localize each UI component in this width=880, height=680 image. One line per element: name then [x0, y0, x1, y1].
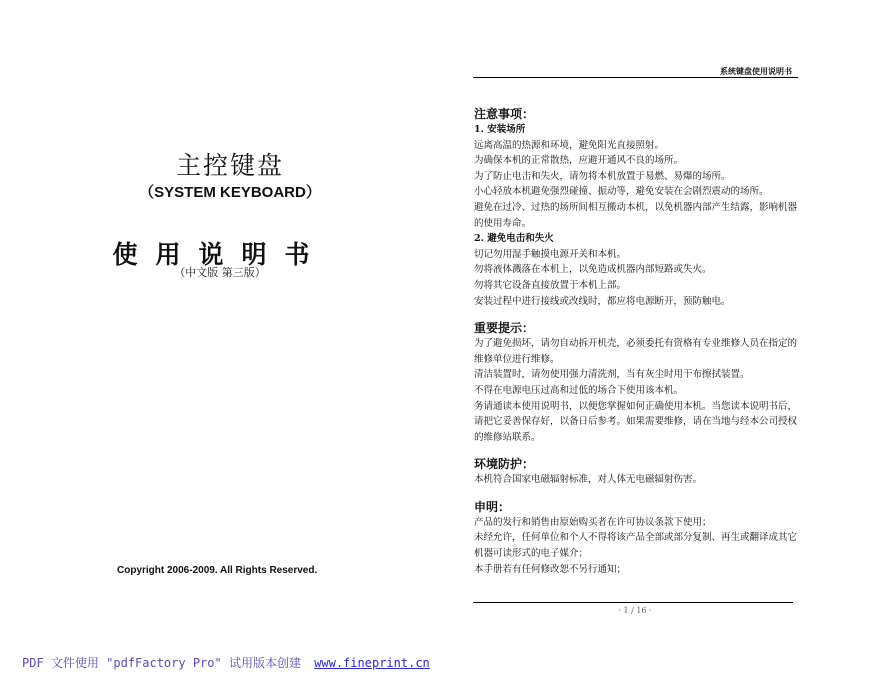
page-number: · 1 / 16 · [618, 606, 652, 615]
watermark-text: PDF 文件使用 "pdfFactory Pro" 试用版本创建 [22, 656, 301, 670]
list-item: 勿将液体溅落在本机上，以免造成机器内部短路或失火。 [474, 264, 712, 276]
list-item: 为了避免损坏，请勿自动拆开机壳，必须委托有资格有专业维修人员在指定的维修单位进行维修。 [474, 338, 798, 365]
list-item: 清洁装置时，请勿使用强力清洗剂，当有灰尘时用干布擦拭装置。 [474, 369, 750, 381]
list-item: 小心轻放本机避免强烈碰撞、振动等，避免安装在会剧烈震动的场所。 [474, 186, 769, 198]
list-item: 切记勿用湿手触摸电源开关和本机。 [474, 248, 627, 260]
page-header: 系统键盘使用说明书 [720, 66, 792, 76]
manual-title: 使用说明书 [112, 240, 328, 269]
list-item: 为了防止电击和失火，请勿将本机放置于易燃、易爆的场所。 [474, 170, 731, 182]
list-item: 产品的发行和销售由原始购买者在许可协议条款下使用； [474, 516, 712, 528]
pdf-watermark [22, 654, 430, 671]
list-item: 为确保本机的正常散热，应避开通风不良的场所。 [474, 155, 684, 167]
copyright-notice: Copyright 2006-2009. All Rights Reserved. [117, 565, 318, 576]
list-item: 不得在电源电压过高和过低的场合下使用该本机。 [474, 384, 684, 396]
list-item: 务请通读本使用说明书，以便您掌握如何正确使用本机。当您读本说明书后，请把它妥善保存好，以备日后参考。如果需要维修，请在当地与经本公司授权的维修站联系。 [474, 400, 798, 443]
list-item: 本手册若有任何修改恕不另行通知； [474, 563, 627, 575]
shock-title: 2. 避免电击和失火 [474, 233, 554, 245]
list-item: 勿将其它设备直接放置于本机上部。 [474, 279, 627, 291]
list-item: 避免在过冷、过热的场所间相互搬动本机，以免机器内部产生结露，影响机器的使用寿命。 [474, 201, 798, 229]
statement-heading: 申明： [474, 499, 511, 514]
notes-heading: 注意事项： [474, 107, 535, 121]
cover-title-cn: 主控键盘 [175, 151, 284, 180]
list-item: 未经允许，任何单位和个人不得将该产品全部或部分复制、再生或翻译成其它机器可读形式的电子媒介； [474, 532, 798, 560]
list-item: 本机符合国家电磁辐射标准，对人体无电磁辐射伤害。 [474, 474, 703, 486]
list-item: 安装过程中进行接线或改线时，都应将电源断开，预防触电。 [474, 295, 731, 307]
watermark-link[interactable]: www.fineprint.cn [314, 656, 430, 670]
right-page-content [474, 106, 800, 577]
edition-label: （中文版 第三版） [174, 266, 266, 279]
important-heading: 重要提示： [474, 321, 535, 336]
footer-divider [473, 602, 793, 603]
list-item: 远离高温的热源和环境，避免阳光直接照射。 [474, 139, 665, 151]
environment-heading: 环境防护： [474, 457, 535, 472]
install-title: 1. 安装场所 [474, 124, 526, 135]
header-divider [473, 77, 798, 78]
cover-title-en: （SYSTEM KEYBOARD） [139, 184, 321, 201]
